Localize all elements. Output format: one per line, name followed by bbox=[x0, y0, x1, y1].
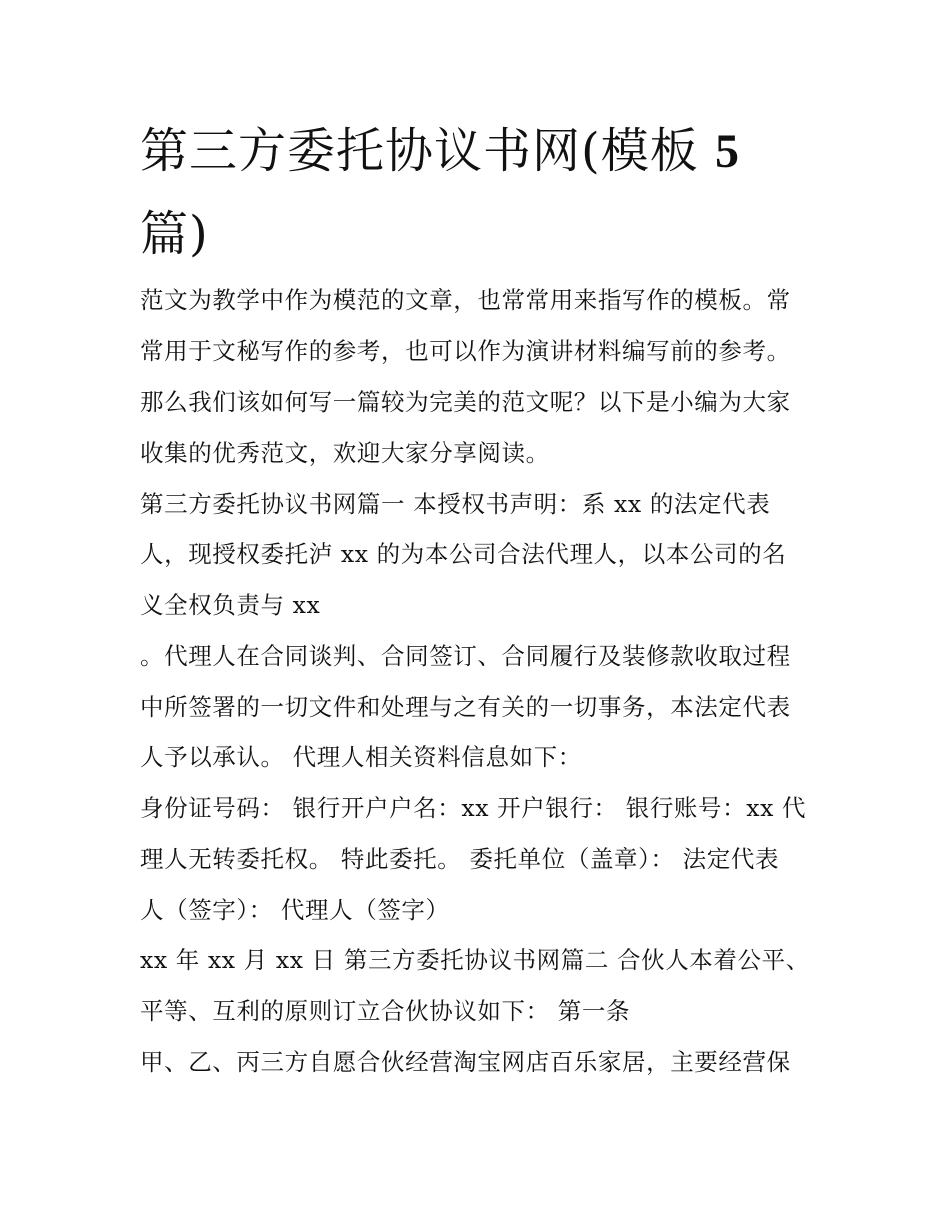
body-line-4: 收集的优秀范文，欢迎大家分享阅读。 bbox=[140, 439, 550, 467]
body-line-6: 人，现授权委托泸 xx 的为本公司合法代理人，以本公司的名 bbox=[140, 540, 787, 568]
body-line-9: 中所签署的一切文件和处理与之有关的一切事务，本法定代表 bbox=[140, 693, 791, 721]
body-line-5: 第三方委托协议书网篇一 本授权书声明：系 xx 的法定代表 bbox=[140, 490, 771, 518]
body-line-2: 常用于文秘写作的参考，也可以作为演讲材料编写前的参考。 bbox=[140, 337, 791, 365]
body-line-10: 人予以承认。 代理人相关资料信息如下： bbox=[140, 743, 582, 771]
body-line-14: xx 年 xx 月 xx 日 第三方委托协议书网篇二 合伙人本着公平、 bbox=[140, 946, 810, 974]
body-line-13: 人（签字）： 代理人（签字） bbox=[140, 896, 450, 924]
body-line-3: 那么我们该如何写一篇较为完美的范文呢？以下是小编为大家 bbox=[140, 388, 791, 416]
title-end: 篇) bbox=[140, 206, 209, 262]
body-line-15: 平等、互利的原则订立合伙协议如下： 第一条 bbox=[140, 997, 631, 1025]
document-title bbox=[140, 110, 820, 275]
title-main: 第三方委托协议书网(模板 bbox=[140, 123, 699, 179]
body-line-16: 甲、乙、丙三方自愿合伙经营淘宝网店百乐家居，主要经营保 bbox=[140, 1048, 791, 1076]
body-line-1: 范文为教学中作为模范的文章，也常常用来指写作的模板。常 bbox=[140, 286, 791, 314]
body-line-12: 理人无转委托权。 特此委托。 委托单位（盖章）： 法定代表 bbox=[140, 845, 780, 873]
body-line-7: 义全权负责与 xx bbox=[140, 591, 321, 619]
body-line-11: 身份证号码： 银行开户户名：xx 开户银行： 银行账号：xx 代 bbox=[140, 794, 807, 822]
title-number: 5 bbox=[715, 125, 740, 178]
body-line-8: 。代理人在合同谈判、合同签订、合同履行及装修款收取过程 bbox=[140, 642, 791, 670]
